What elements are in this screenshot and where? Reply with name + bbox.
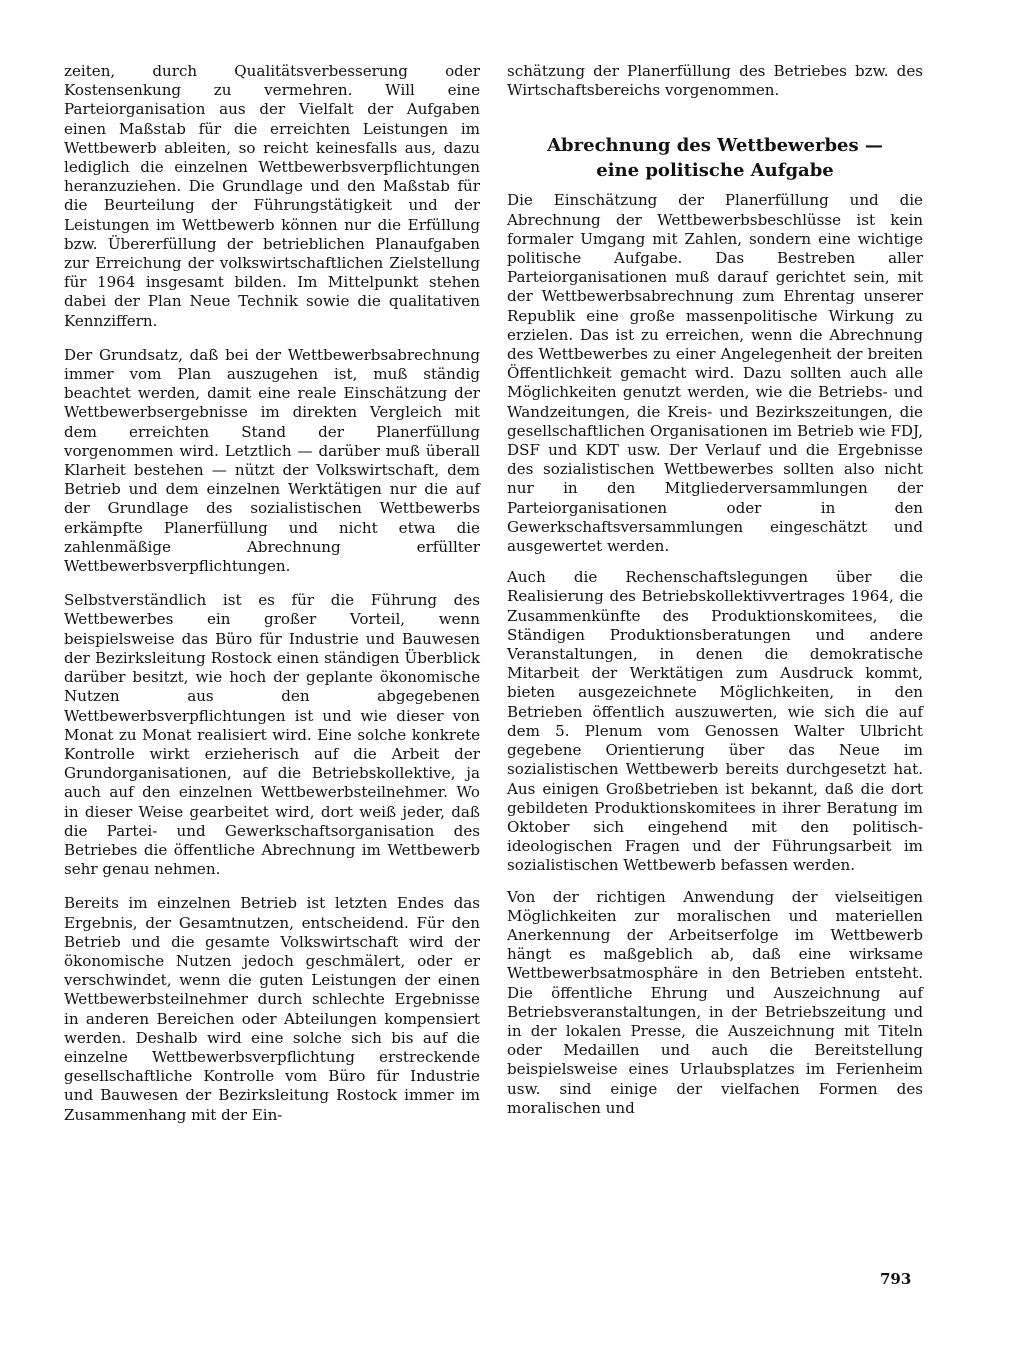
- left-column: [64, 62, 480, 1125]
- left-paragraph-3: Selbstverständlich ist es für die Führung des Wettbewerbes ein großer Vorteil, wenn beispielsweise das Büro für Industrie und Bauwesen der Bezirksleitung Rostock einen ständigen Überblick darüber besitzt, wie hoch der geplante ökonomische Nutzen aus den abgegebenen Wettbewerbsverpflichtungen ist und wie dieser von Monat zu Monat realisiert wird. Eine solche konkrete Kontrolle wirkt erzieherisch auf die Arbeit der Grundorganisationen, auf die Betriebskollektive, ja auch auf den einzelnen Wettbewerbsteilnehmer. Wo in dieser Weise gearbeitet wird, dort weiß jeder, daß die Partei- und Gewerkschaftsorganisation des Betriebes die öffentliche Abrechnung im Wettbewerb sehr genau nehmen.: [64, 591, 480, 879]
- right-paragraph-2: Auch die Rechenschaftslegungen über die Realisierung des Betriebskollektivvertrages 1964, die Zusammenkünfte des Produktionskomitees, die Ständigen Produktionsberatungen und andere Veranstaltungen, in denen die demokratische Mitarbeit der Werktätigen zum Ausdruck kommt, bieten ausgezeichnete Möglichkeiten, in den Betrieben öffentlich auszuwerten, wie sich die auf dem 5. Plenum vom Genossen Walter Ulbricht gegebene Orientierung über das Neue im sozialistischen Wettbewerb bereits durchgesetzt hat. Aus einigen Großbetrieben ist bekannt, daß die dort gebildeten Produktionskomitees in ihrer Beratung im Oktober sich eingehend mit den politisch-ideologischen Fragen und der Führungsarbeit im sozialistischen Wettbewerb befassen werden.: [507, 568, 923, 875]
- left-paragraph-1: zeiten, durch Qualitätsverbesserung oder Kostensenkung zu vermehren. Will eine Parteiorganisation aus der Vielfalt der Aufgaben einen Maßstab für die erreichten Leistungen im Wettbewerb ableiten, so reicht keinesfalls aus, dazu lediglich die einzelnen Wettbewerbsverpflichtungen heranzuziehen. Die Grundlage und den Maßstab für die Beurteilung der Führungstätigkeit und der Leistungen im Wettbewerb können nur die Erfüllung bzw. Übererfüllung der betrieblichen Planaufgaben zur Erreichung der volkswirtschaftlichen Zielstellung für 1964 insgesamt bilden. Im Mittelpunkt stehen dabei der Plan Neue Technik sowie die qualitativen Kennziffern.: [64, 62, 480, 330]
- section-heading-line-1: Abrechnung des Wettbewerbes —: [547, 135, 883, 157]
- right-paragraph-3: Von der richtigen Anwendung der vielseitigen Möglichkeiten zur moralischen und materiellen Anerkennung der Arbeitserfolge im Wettbewerb hängt es maßgeblich ab, daß eine wirksame Wettbewerbsatmosphäre in den Betrieben entsteht. Die öffentliche Ehrung und Auszeichnung auf Betriebsveranstaltungen, in der Betriebszeitung und in der lokalen Presse, die Auszeichnung mit Titeln oder Medaillen und auch die Bereitstellung beispielsweise eines Urlaubsplatzes im Ferienheim usw. sind einige der vielfachen Formen des moralischen und: [507, 887, 923, 1117]
- left-paragraph-2: Der Grundsatz, daß bei der Wettbewerbsabrechnung immer vom Plan auszugehen ist, muß ständig beachtet werden, damit eine reale Einschätzung der Wettbewerbsergebnisse im direkten Vergleich mit dem erreichten Stand der Planerfüllung vorgenommen wird. Letztlich — darüber muß überall Klarheit bestehen — nützt der Volkswirtschaft, dem Betrieb und dem einzelnen Werktätigen nur die auf der Grundlage des sozialistischen Wettbewerbs erkämpfte Planerfüllung und nicht etwa die zahlenmäßige Abrechnung erfüllter Wettbewerbsverpflichtungen.: [64, 345, 480, 576]
- right-paragraph-1: Die Einschätzung der Planerfüllung und die Abrechnung der Wettbewerbsbeschlüsse ist kein formaler Umgang mit Zahlen, sondern eine wichtige politische Aufgabe. Das Bestreben aller Parteiorganisationen muß darauf gerichtet sein, mit der Wettbewerbsabrechnung zum Ehrentag unserer Republik eine große massenpolitische Wirkung zu erzielen. Das ist zu erreichen, wenn die Abrechnung des Wettbewerbes zu einer Angelegenheit der breiten Öffentlichkeit gemacht wird. Dazu sollten auch alle Möglichkeiten genutzt werden, wie die Betriebs- und Wandzeitungen, die Kreis- und Bezirkszeitungen, die gesellschaftlichen Organisationen im Betrieb wie FDJ, DSF und KDT usw. Der Verlauf und die Ergebnisse des sozialistischen Wettbewerbes sollten also nicht nur in den Mitgliederversammlungen der Parteiorganisationen oder in den Gewerkschaftsversammlungen eingeschätzt und ausgewertet werden.: [507, 191, 923, 556]
- section-heading: [507, 133, 923, 183]
- left-paragraph-4: Bereits im einzelnen Betrieb ist letzten Endes das Ergebnis, der Gesamtnutzen, entscheidend. Für den Betrieb und die gesamte Volkswirtschaft wird der ökonomische Nutzen jedoch geschmälert, oder er verschwindet, wenn die guten Leistungen der einen Wettbewerbsteilnehmer durch schlechte Ergebnisse in anderen Bereichen oder Abteilungen kompensiert werden. Deshalb wird eine solche sich bis auf die einzelne Wettbewerbsverpflichtung erstreckende gesellschaftliche Kontrolle vom Büro für Industrie und Bauwesen der Bezirksleitung Rostock immer im Zusammenhang mit der Ein-: [64, 894, 480, 1124]
- right-column: [507, 62, 923, 1118]
- page-number: 793: [880, 1270, 912, 1288]
- right-intro-paragraph: schätzung der Planerfüllung des Betriebes bzw. des Wirtschaftsbereichs vorgenommen.: [507, 62, 923, 100]
- section-heading-line-2: eine politische Aufgabe: [596, 160, 834, 182]
